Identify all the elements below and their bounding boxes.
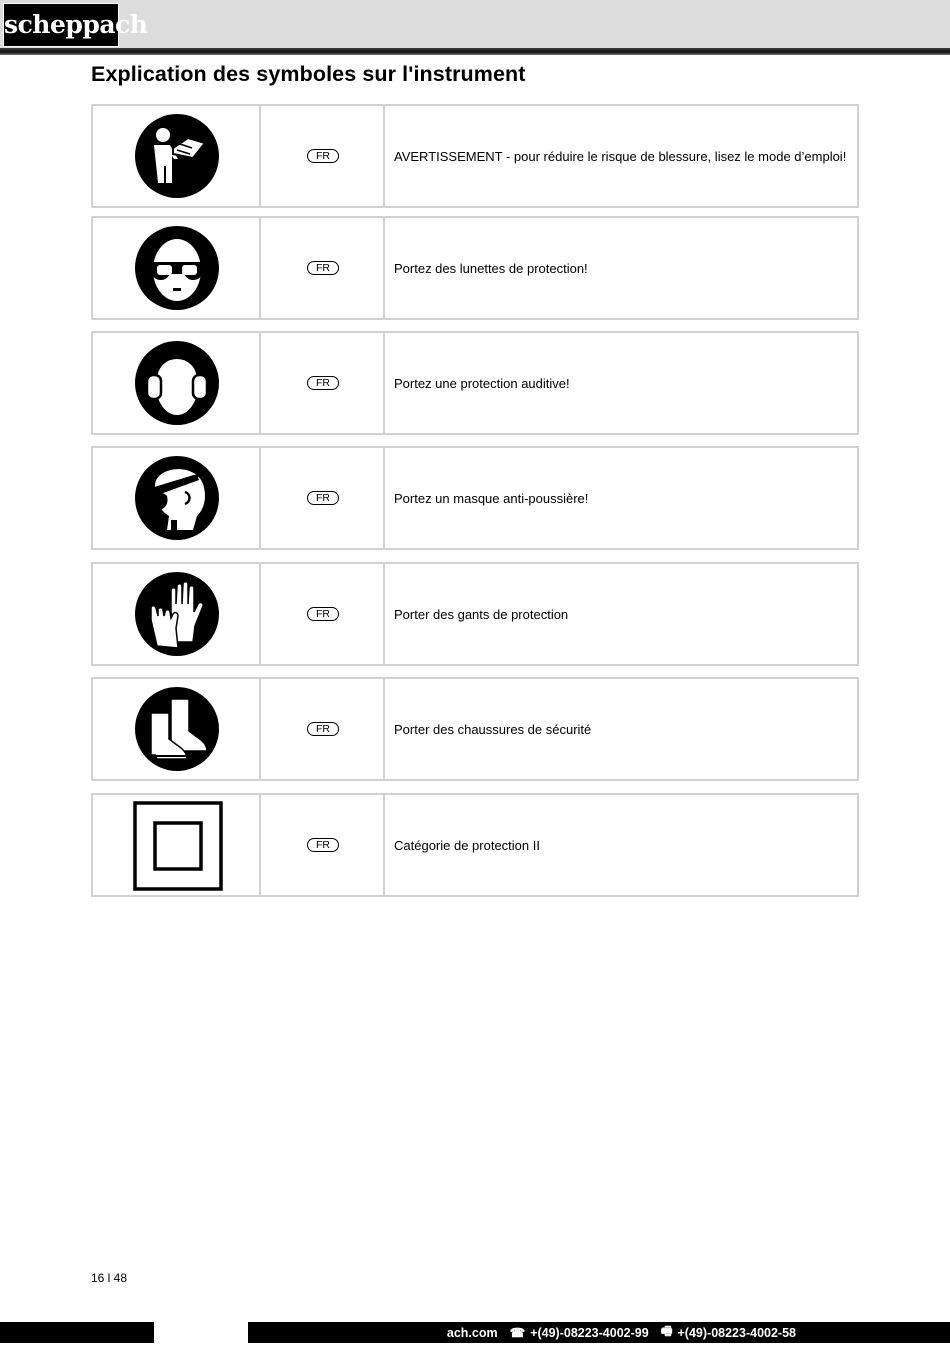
language-badge: FR bbox=[307, 607, 339, 621]
dust-mask-icon bbox=[135, 456, 219, 540]
phone-number: +(49)-08223-4002-99 bbox=[530, 1325, 649, 1340]
fax-icon: 🖷 bbox=[660, 1324, 673, 1338]
symbol-description: Porter des chaussures de sécurité bbox=[394, 721, 592, 737]
symbol-description: Portez un masque anti-poussière! bbox=[394, 490, 589, 506]
symbol-row bbox=[91, 331, 859, 435]
fax-number: +(49)-08223-4002-58 bbox=[677, 1325, 796, 1340]
page-number: 16 l 48 bbox=[91, 1271, 128, 1285]
language-badge: FR bbox=[307, 838, 339, 852]
language-badge: FR bbox=[307, 491, 339, 505]
page-header bbox=[0, 0, 950, 50]
protective-gloves-icon bbox=[135, 572, 219, 656]
symbol-description: Portez une protection auditive! bbox=[394, 375, 570, 391]
symbol-description: Catégorie de protection II bbox=[394, 837, 540, 853]
safety-boots-icon bbox=[135, 687, 219, 771]
symbol-row bbox=[91, 446, 859, 550]
language-badge: FR bbox=[307, 149, 339, 163]
contact-info bbox=[248, 1322, 796, 1343]
symbol-row bbox=[91, 216, 859, 320]
header-divider bbox=[0, 48, 950, 55]
symbol-row bbox=[91, 562, 859, 666]
website-text: ach.com bbox=[446, 1325, 498, 1340]
symbol-description: Portez des lunettes de protection! bbox=[394, 260, 588, 276]
page-footer bbox=[0, 1322, 950, 1343]
language-badge: FR bbox=[307, 376, 339, 390]
symbol-description: AVERTISSEMENT - pour réduire le risque de blessure, lisez le mode d’emploi! bbox=[394, 148, 847, 164]
read-manual-icon bbox=[135, 114, 219, 198]
symbol-row bbox=[91, 104, 859, 208]
symbol-row bbox=[91, 793, 859, 897]
symbol-row bbox=[91, 677, 859, 781]
page-title: Explication des symboles sur l'instrument bbox=[91, 62, 526, 86]
telephone-icon: ☎ bbox=[509, 1326, 526, 1340]
language-badge: FR bbox=[307, 722, 339, 736]
safety-goggles-icon bbox=[135, 226, 219, 310]
language-badge: FR bbox=[307, 261, 339, 275]
protection-class-ii-icon bbox=[133, 801, 223, 891]
symbol-description: Porter des gants de protection bbox=[394, 606, 569, 622]
ear-protection-icon bbox=[135, 341, 219, 425]
brand-logo: scheppach bbox=[3, 3, 119, 47]
